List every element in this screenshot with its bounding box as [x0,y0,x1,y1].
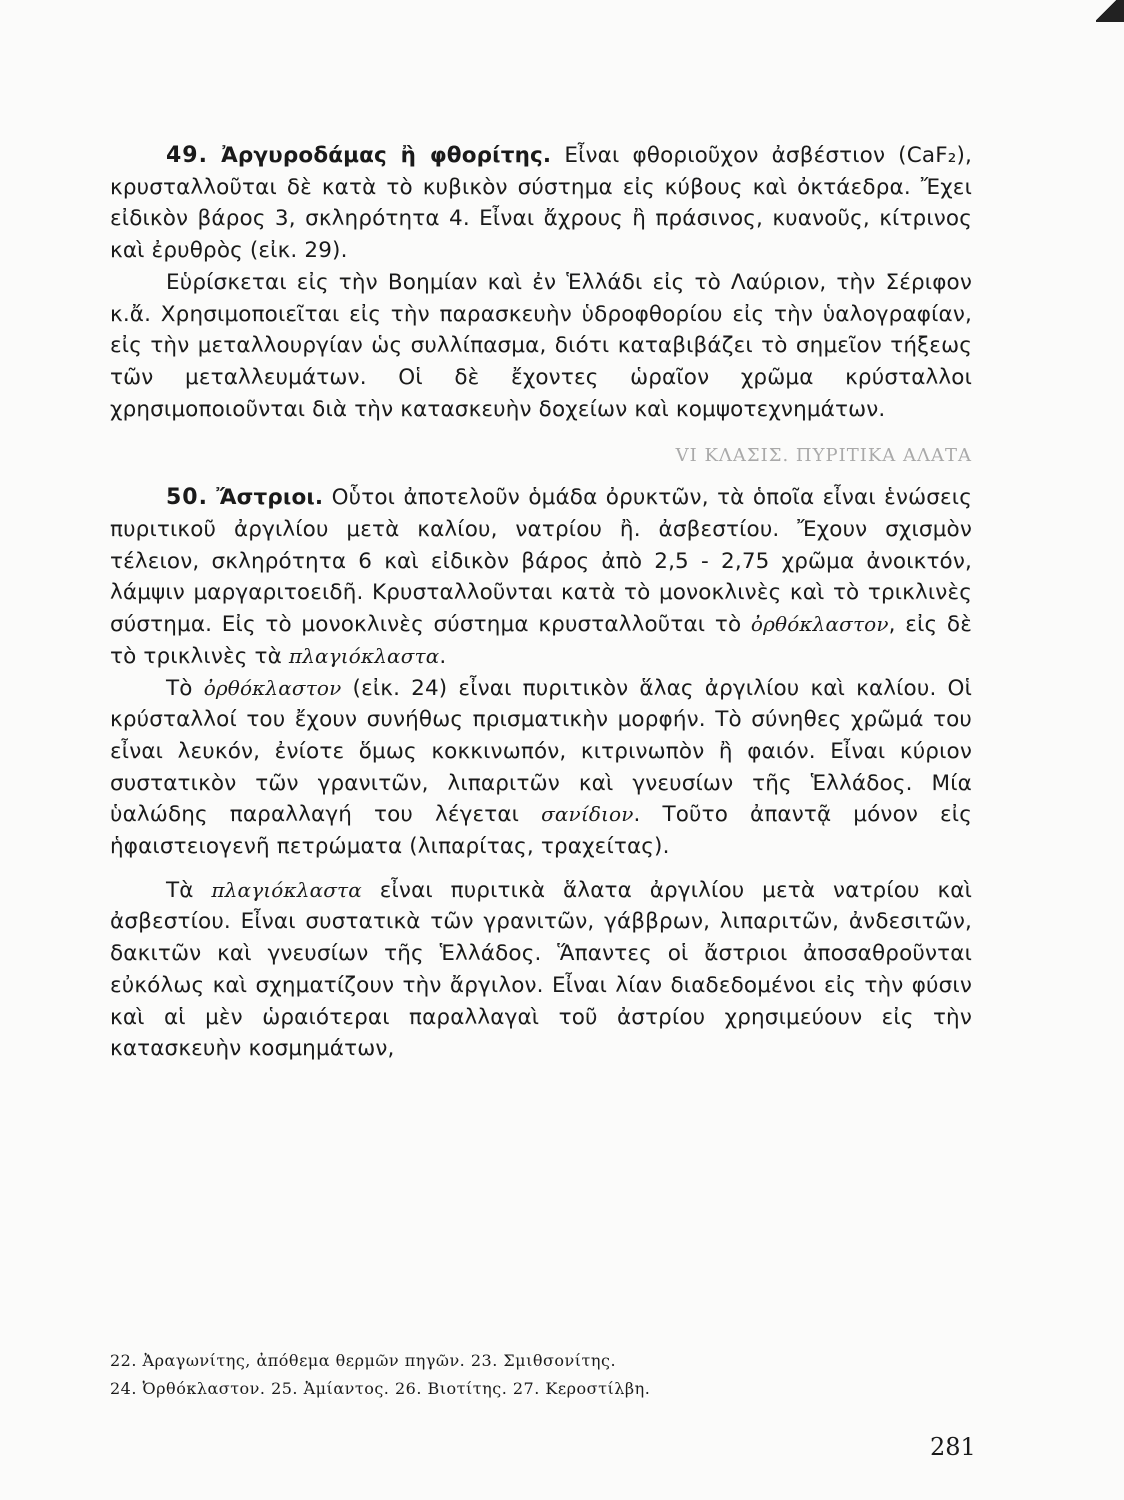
class-heading: VI ΚΛΑΣΙΣ. ΠΥΡΙΤΙΚΑ ΑΛΑΤΑ [675,445,972,467]
section-50-text-1-end: . [439,643,447,669]
page-number: 281 [930,1433,976,1461]
term-orthoclase: ὀρθόκλαστον [203,675,342,700]
footnote-line: 24. Ὀρθόκλαστον. 25. Ἀμίαντος. 26. Βιοτίτης. 27. Κεροστίλβη. [110,1379,651,1398]
section-50-text-2c: . Τοῦτο ἀπαντᾷ μόνον εἰς ἡφαιστειογενῆ πετρώματα (λιπαρίτας, τραχείτας). [110,802,972,860]
section-50-paragraph-3 [110,875,972,1065]
term-plagioclase: πλαγιόκλαστα [211,877,362,902]
section-50-text-3a: Τὰ [166,877,194,903]
section-50-text-3b: εἶναι πυριτικὰ ἅλατα ἀργιλίου μετὰ νατρίου καὶ ἀσβεστίου. Εἶναι συστατικὰ τῶν γρανιτῶν, γάββρων, λιπαριτῶν, ἀνδεσιτῶν, δακιτῶν καὶ γνευσίων τῆς Ἑλλάδος. Ἅπαντες οἱ ἄστριοι ἀποσαθροῦνται εὐκόλως καὶ σχηματίζουν τὴν ἄργιλον. Εἶναι λίαν διαδεδομένοι εἰς τὴν φύσιν καὶ αἱ μὲν ὡραιότεραι παραλλαγαὶ τοῦ ἀστρίου χρησιμεύουν εἰς τὴν κατασκευὴν κοσμημάτων, [110,877,973,1062]
section-50-text-1a: Οὗτοι ἀποτελοῦν ὁμάδα ὀρυκτῶν, τὰ ὁποῖα εἶναι ἑνώσεις πυριτικοῦ ἀργιλίου μετὰ καλίου, νατρίου ἢ. ἀσβεστίου. Ἔχουν σχισμὸν τέλειον, σκληρότητα 6 καὶ εἰδικὸν βάρος ἀπὸ 2,5 - 2,75 χρῶμα ἀνοικτόν, λάμψιν μαργαριτοειδῆ. Κρυσταλλοῦνται κατὰ τὸ μονοκλινὲς καὶ τὸ τρικλινὲς σύστημα. Εἰς τὸ μονοκλινὲς σύστημα κρυσταλλοῦται τὸ [110,485,972,638]
section-50-paragraph-2 [110,673,972,863]
section-50-title: Ἄστριοι. [216,485,324,511]
section-50-paragraph-1 [110,482,972,672]
section-49-paragraph-2: Εὑρίσκεται εἰς τὴν Βοημίαν καὶ ἐν Ἑλλάδι εἰς τὸ Λαύριον, τὴν Σέριφον κ.ἄ. Χρησιμοποιεῖται εἰς τὴν παρασκευὴν ὑδροφθορίου εἰς τὴν ὑαλογραφίαν, εἰς τὴν μεταλλουργίαν ὡς συλλίπασμα, διότι καταβιβάζει τὸ σημεῖον τήξεως τῶν μεταλλευμάτων. Οἱ δὲ ἔχοντες ὡραῖον χρῶμα κρύσταλλοι χρησιμοποιοῦνται διὰ τὴν κατασκευὴν δοχείων καὶ κομψοτεχνημάτων. [110,269,972,422]
scan-corner-mark [1096,0,1124,22]
section-50-text-2b: (εἰκ. 24) εἶναι πυριτικὸν ἅλας ἀργιλίου καὶ καλίου. Οἱ κρύσταλλοί του ἔχουν συνήθως πρισματικὴν μορφήν. Τὸ σύνηθες χρῶμά του εἶναι λευκόν, ἐνίοτε ὅμως κοκκινωπόν, κιτρινωπὸν ἢ φαιόν. Εἶναι κύριον συστατικὸν τῶν γρανιτῶν, λιπαριτῶν καὶ γνευσίων τῆς Ἑλλάδος. Μία ὑαλώδης παραλλαγή του λέγεται [110,675,973,828]
term-sanidine: σανίδιον [541,802,634,827]
term-orthoclase: ὀρθόκλαστον [750,612,889,637]
section-50-text-1b: , εἰς δὲ τὸ τρικλινὲς τὰ [110,612,973,669]
section-49-number: 49. [166,143,208,168]
footnote-line: 22. Ἀραγωνίτης, ἀπόθεμα θερμῶν πηγῶν. 23. Σμιθσονίτης. [110,1351,617,1370]
section-50-number: 50. [166,485,208,511]
figure-footnotes [110,1347,970,1403]
section-49-text-1: Εἶναι φθοριοῦχον ἀσβέστιον (CaF₂), κρυσταλλοῦται δὲ κατὰ τὸ κυβικὸν σύστημα εἰς κύβους καὶ ὀκτάεδρα. Ἔχει εἰδικὸν βάρος 3, σκληρότητα 4. Εἶναι ἄχρους ἢ πράσινος, κυανοῦς, κίτρινος καὶ ἐρυθρὸς (εἰκ. 29). [110,143,973,264]
section-49-title: Ἀργυροδάμας ἢ φθορίτης. [221,143,552,168]
term-plagioclase: πλαγιόκλαστα [288,643,440,668]
section-49-paragraph-1 [110,140,972,267]
page-body [110,140,972,1065]
section-50-text-2a: Τὸ [166,675,193,701]
